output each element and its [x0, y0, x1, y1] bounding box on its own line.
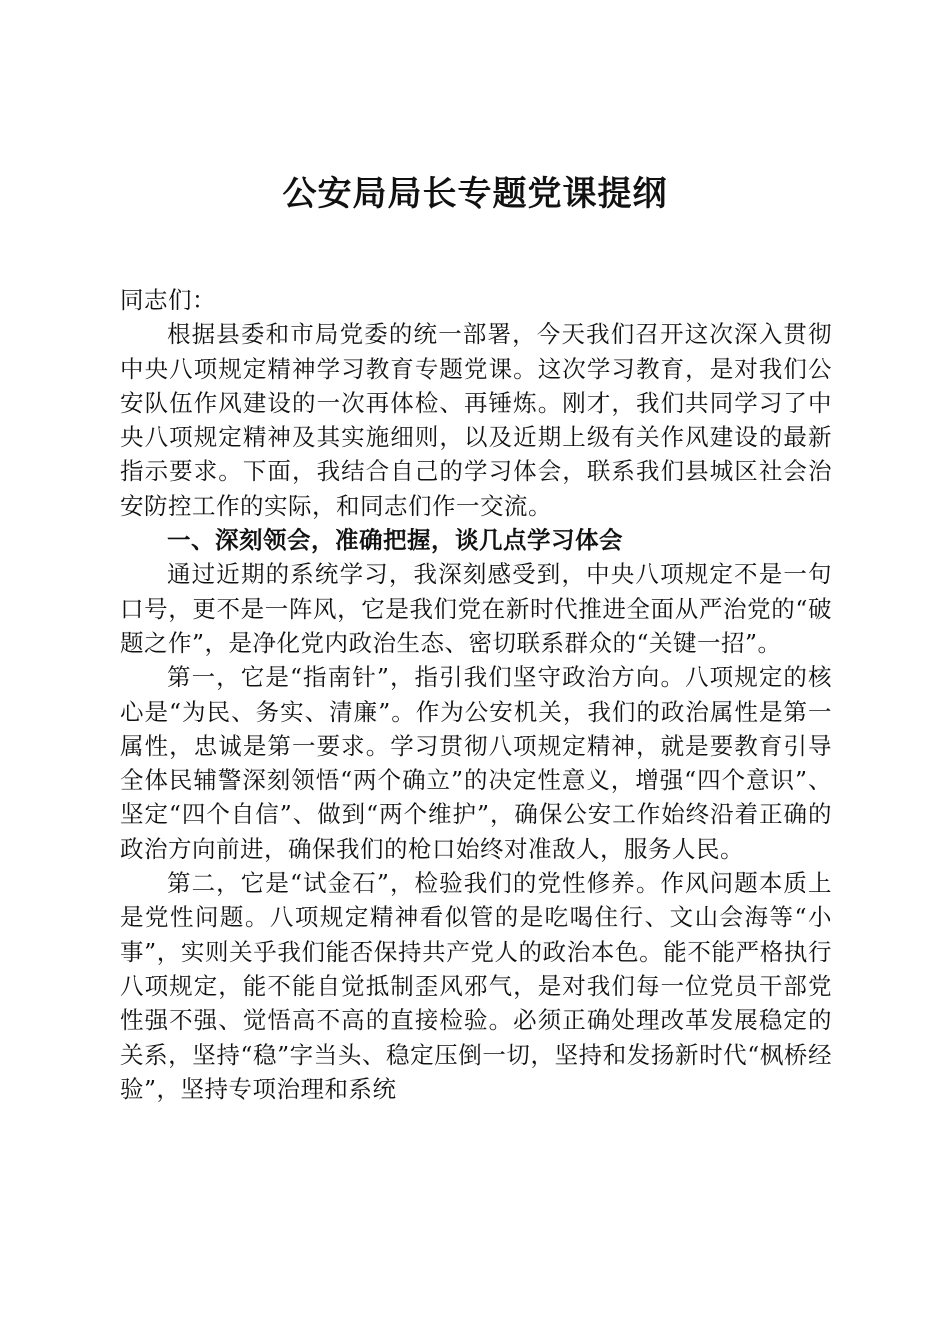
salutation: 同志们：: [120, 286, 216, 314]
intro-paragraph: 根据县委和市局党委的统一部署，今天我们召开这次深入贯彻中央八项规定精神学习教育专题党课。这次学习教育，是对我们公安队伍作风建设的一次再体检、再锤炼。刚才，我们共同学习了中央八项规定精神及其实施细则，以及近期上级有关作风建设的最新指示要求。下面，我结合自己的学习体会，联系我们县城区社会治安防控工作的实际，和同志们作一交流。: [120, 320, 832, 520]
section-paragraph: 第二，它是“试金石”，检验我们的党性修养。作风问题本质上是党性问题。八项规定精神看似管的是吃喝住行、文山会海等“小事”，实则关乎我们能否保持共产党人的政治本色。能不能严格执行八项规定，能不能自觉抵制歪风邪气，是对我们每一位党员干部党性强不强、觉悟高不高的直接检验。必须正确处理改革发展稳定的关系，坚持“稳”字当头、稳定压倒一切，坚持和发扬新时代“枫桥经验”，坚持专项治理和系统: [120, 869, 832, 1103]
section-heading: 一、深刻领会，准确把握，谈几点学习体会: [167, 526, 623, 555]
section-paragraph: 通过近期的系统学习，我深刻感受到，中央八项规定不是一句口号，更不是一阵风，它是我们党在新时代推进全面从严治党的“破题之作”，是净化党内政治生态、密切联系群众的“关键一招”。: [120, 560, 832, 657]
document-body: [120, 283, 832, 1106]
section-paragraph: 第一，它是“指南针”，指引我们坚守政治方向。八项规定的核心是“为民、务实、清廉”。作为公安机关，我们的政治属性是第一属性，忠诚是第一要求。学习贯彻八项规定精神，就是要教育引导全体民辅警深刻领悟“两个确立”的决定性意义，增强“四个意识”、坚定“四个自信”、做到“两个维护”，确保公安工作始终沿着正确的政治方向前进，确保我们的枪口始终对准敌人，服务人民。: [120, 663, 832, 863]
document-title: 公安局局长专题党课提纲: [282, 174, 668, 214]
